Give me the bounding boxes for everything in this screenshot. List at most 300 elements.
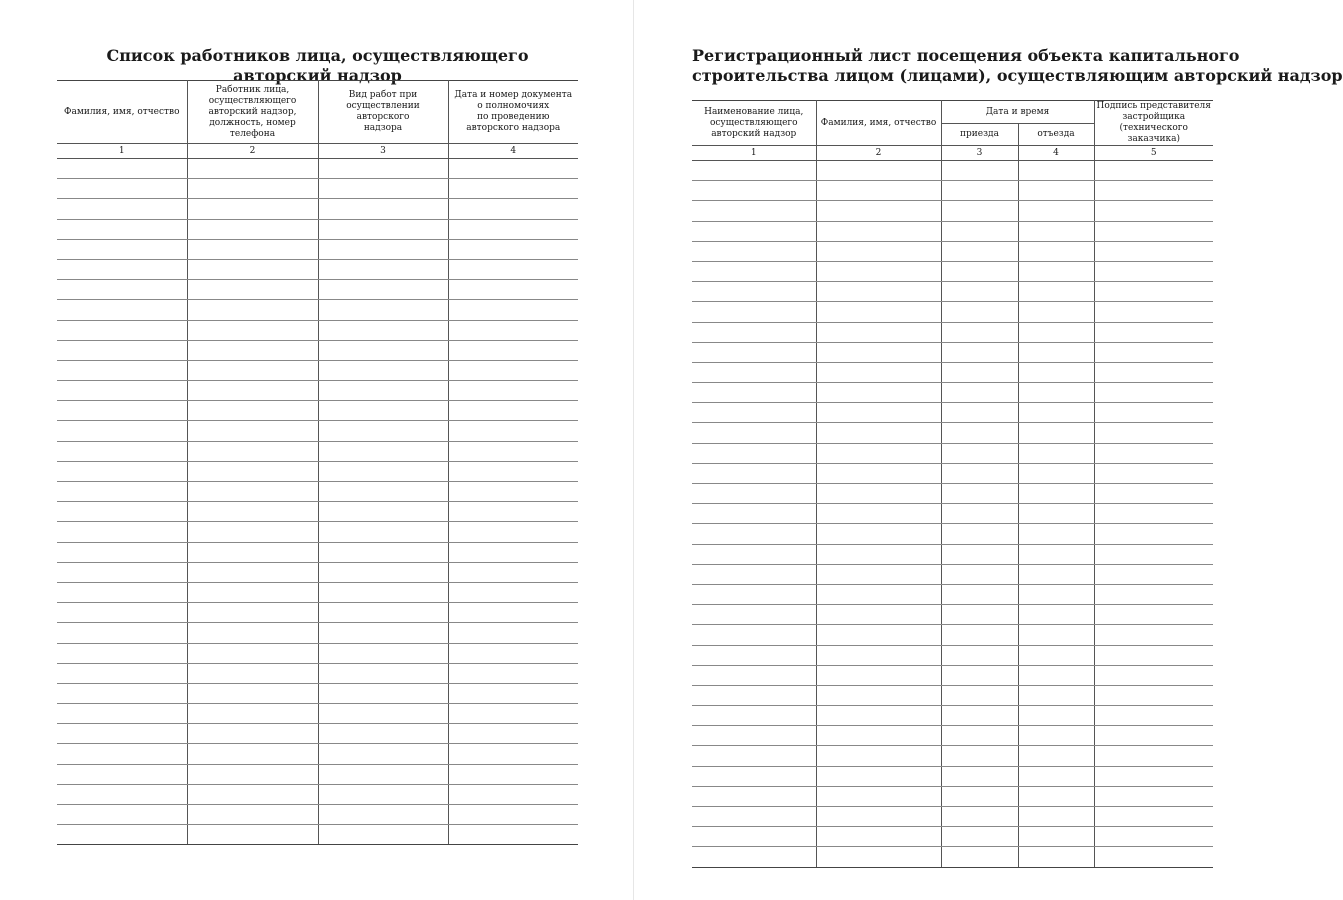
blank-cell[interactable] bbox=[941, 403, 1018, 423]
blank-cell[interactable] bbox=[448, 542, 578, 562]
blank-cell[interactable] bbox=[448, 502, 578, 522]
blank-cell[interactable] bbox=[1018, 504, 1094, 524]
blank-cell[interactable] bbox=[318, 421, 448, 441]
blank-cell[interactable] bbox=[816, 181, 941, 201]
blank-cell[interactable] bbox=[448, 704, 578, 724]
blank-cell[interactable] bbox=[1094, 544, 1213, 564]
blank-cell[interactable] bbox=[816, 827, 941, 847]
blank-cell[interactable] bbox=[1018, 766, 1094, 786]
blank-cell[interactable] bbox=[57, 562, 187, 582]
blank-cell[interactable] bbox=[941, 706, 1018, 726]
blank-cell[interactable] bbox=[941, 746, 1018, 766]
blank-cell[interactable] bbox=[57, 825, 187, 845]
blank-cell[interactable] bbox=[57, 603, 187, 623]
blank-cell[interactable] bbox=[1094, 685, 1213, 705]
blank-cell[interactable] bbox=[57, 360, 187, 380]
blank-cell[interactable] bbox=[1094, 161, 1213, 181]
blank-cell[interactable] bbox=[57, 280, 187, 300]
blank-cell[interactable] bbox=[318, 744, 448, 764]
blank-cell[interactable] bbox=[187, 603, 318, 623]
blank-cell[interactable] bbox=[318, 360, 448, 380]
blank-cell[interactable] bbox=[318, 159, 448, 179]
blank-cell[interactable] bbox=[692, 342, 816, 362]
blank-cell[interactable] bbox=[448, 280, 578, 300]
blank-cell[interactable] bbox=[1018, 625, 1094, 645]
blank-cell[interactable] bbox=[448, 764, 578, 784]
blank-cell[interactable] bbox=[187, 683, 318, 703]
blank-cell[interactable] bbox=[1094, 584, 1213, 604]
blank-cell[interactable] bbox=[318, 542, 448, 562]
blank-cell[interactable] bbox=[1094, 181, 1213, 201]
blank-cell[interactable] bbox=[57, 401, 187, 421]
blank-cell[interactable] bbox=[1094, 403, 1213, 423]
blank-cell[interactable] bbox=[448, 623, 578, 643]
blank-cell[interactable] bbox=[318, 441, 448, 461]
blank-cell[interactable] bbox=[816, 726, 941, 746]
blank-cell[interactable] bbox=[57, 259, 187, 279]
blank-cell[interactable] bbox=[1094, 786, 1213, 806]
blank-cell[interactable] bbox=[941, 807, 1018, 827]
blank-cell[interactable] bbox=[187, 724, 318, 744]
blank-cell[interactable] bbox=[57, 643, 187, 663]
blank-cell[interactable] bbox=[816, 484, 941, 504]
blank-cell[interactable] bbox=[448, 239, 578, 259]
blank-cell[interactable] bbox=[692, 282, 816, 302]
blank-cell[interactable] bbox=[692, 524, 816, 544]
blank-cell[interactable] bbox=[941, 201, 1018, 221]
blank-cell[interactable] bbox=[448, 643, 578, 663]
blank-cell[interactable] bbox=[318, 381, 448, 401]
blank-cell[interactable] bbox=[187, 482, 318, 502]
blank-cell[interactable] bbox=[57, 683, 187, 703]
blank-cell[interactable] bbox=[187, 159, 318, 179]
blank-cell[interactable] bbox=[187, 784, 318, 804]
blank-cell[interactable] bbox=[1018, 221, 1094, 241]
blank-cell[interactable] bbox=[1094, 766, 1213, 786]
blank-cell[interactable] bbox=[1094, 302, 1213, 322]
blank-cell[interactable] bbox=[448, 825, 578, 845]
blank-cell[interactable] bbox=[1094, 827, 1213, 847]
blank-cell[interactable] bbox=[1094, 261, 1213, 281]
blank-cell[interactable] bbox=[816, 584, 941, 604]
blank-cell[interactable] bbox=[187, 401, 318, 421]
blank-cell[interactable] bbox=[692, 605, 816, 625]
blank-cell[interactable] bbox=[1018, 706, 1094, 726]
blank-cell[interactable] bbox=[187, 461, 318, 481]
blank-cell[interactable] bbox=[57, 441, 187, 461]
blank-cell[interactable] bbox=[1018, 443, 1094, 463]
blank-cell[interactable] bbox=[1094, 221, 1213, 241]
blank-cell[interactable] bbox=[692, 362, 816, 382]
blank-cell[interactable] bbox=[1018, 746, 1094, 766]
blank-cell[interactable] bbox=[187, 421, 318, 441]
blank-cell[interactable] bbox=[941, 383, 1018, 403]
blank-cell[interactable] bbox=[1018, 584, 1094, 604]
blank-cell[interactable] bbox=[816, 706, 941, 726]
blank-cell[interactable] bbox=[1094, 847, 1213, 867]
blank-cell[interactable] bbox=[941, 544, 1018, 564]
blank-cell[interactable] bbox=[318, 764, 448, 784]
blank-cell[interactable] bbox=[57, 159, 187, 179]
blank-cell[interactable] bbox=[816, 746, 941, 766]
blank-cell[interactable] bbox=[187, 280, 318, 300]
blank-cell[interactable] bbox=[1018, 827, 1094, 847]
blank-cell[interactable] bbox=[448, 784, 578, 804]
blank-cell[interactable] bbox=[318, 825, 448, 845]
blank-cell[interactable] bbox=[816, 261, 941, 281]
blank-cell[interactable] bbox=[941, 605, 1018, 625]
blank-cell[interactable] bbox=[1094, 504, 1213, 524]
blank-cell[interactable] bbox=[187, 340, 318, 360]
blank-cell[interactable] bbox=[816, 302, 941, 322]
blank-cell[interactable] bbox=[187, 522, 318, 542]
blank-cell[interactable] bbox=[692, 706, 816, 726]
blank-cell[interactable] bbox=[941, 463, 1018, 483]
blank-cell[interactable] bbox=[187, 643, 318, 663]
blank-cell[interactable] bbox=[57, 784, 187, 804]
blank-cell[interactable] bbox=[816, 847, 941, 867]
blank-cell[interactable] bbox=[941, 645, 1018, 665]
blank-cell[interactable] bbox=[1018, 847, 1094, 867]
blank-cell[interactable] bbox=[692, 685, 816, 705]
blank-cell[interactable] bbox=[941, 181, 1018, 201]
blank-cell[interactable] bbox=[187, 582, 318, 602]
blank-cell[interactable] bbox=[1018, 807, 1094, 827]
blank-cell[interactable] bbox=[318, 522, 448, 542]
blank-cell[interactable] bbox=[816, 383, 941, 403]
blank-cell[interactable] bbox=[187, 199, 318, 219]
blank-cell[interactable] bbox=[816, 544, 941, 564]
blank-cell[interactable] bbox=[816, 564, 941, 584]
blank-cell[interactable] bbox=[1094, 605, 1213, 625]
blank-cell[interactable] bbox=[692, 584, 816, 604]
blank-cell[interactable] bbox=[1018, 605, 1094, 625]
blank-cell[interactable] bbox=[187, 300, 318, 320]
blank-cell[interactable] bbox=[1094, 201, 1213, 221]
blank-cell[interactable] bbox=[57, 522, 187, 542]
blank-cell[interactable] bbox=[1018, 645, 1094, 665]
blank-cell[interactable] bbox=[448, 199, 578, 219]
blank-cell[interactable] bbox=[448, 482, 578, 502]
blank-cell[interactable] bbox=[1018, 524, 1094, 544]
blank-cell[interactable] bbox=[1094, 463, 1213, 483]
blank-cell[interactable] bbox=[318, 280, 448, 300]
blank-cell[interactable] bbox=[1018, 403, 1094, 423]
blank-cell[interactable] bbox=[1094, 726, 1213, 746]
blank-cell[interactable] bbox=[941, 786, 1018, 806]
blank-cell[interactable] bbox=[57, 582, 187, 602]
blank-cell[interactable] bbox=[187, 623, 318, 643]
blank-cell[interactable] bbox=[941, 362, 1018, 382]
blank-cell[interactable] bbox=[1018, 342, 1094, 362]
blank-cell[interactable] bbox=[57, 340, 187, 360]
blank-cell[interactable] bbox=[692, 302, 816, 322]
blank-cell[interactable] bbox=[941, 625, 1018, 645]
blank-cell[interactable] bbox=[816, 221, 941, 241]
blank-cell[interactable] bbox=[318, 239, 448, 259]
blank-cell[interactable] bbox=[692, 403, 816, 423]
blank-cell[interactable] bbox=[57, 663, 187, 683]
blank-cell[interactable] bbox=[318, 320, 448, 340]
blank-cell[interactable] bbox=[1018, 282, 1094, 302]
blank-cell[interactable] bbox=[816, 665, 941, 685]
blank-cell[interactable] bbox=[1018, 423, 1094, 443]
blank-cell[interactable] bbox=[187, 805, 318, 825]
blank-cell[interactable] bbox=[1094, 241, 1213, 261]
blank-cell[interactable] bbox=[692, 161, 816, 181]
blank-cell[interactable] bbox=[57, 421, 187, 441]
blank-cell[interactable] bbox=[448, 805, 578, 825]
blank-cell[interactable] bbox=[318, 401, 448, 421]
blank-cell[interactable] bbox=[692, 827, 816, 847]
blank-cell[interactable] bbox=[318, 724, 448, 744]
blank-cell[interactable] bbox=[692, 201, 816, 221]
blank-cell[interactable] bbox=[692, 847, 816, 867]
blank-cell[interactable] bbox=[816, 504, 941, 524]
blank-cell[interactable] bbox=[318, 219, 448, 239]
blank-cell[interactable] bbox=[448, 179, 578, 199]
blank-cell[interactable] bbox=[941, 342, 1018, 362]
blank-cell[interactable] bbox=[187, 704, 318, 724]
blank-cell[interactable] bbox=[941, 443, 1018, 463]
blank-cell[interactable] bbox=[816, 322, 941, 342]
blank-cell[interactable] bbox=[448, 381, 578, 401]
blank-cell[interactable] bbox=[1094, 322, 1213, 342]
blank-cell[interactable] bbox=[318, 461, 448, 481]
blank-cell[interactable] bbox=[816, 342, 941, 362]
blank-cell[interactable] bbox=[1094, 807, 1213, 827]
blank-cell[interactable] bbox=[1094, 282, 1213, 302]
blank-cell[interactable] bbox=[57, 623, 187, 643]
blank-cell[interactable] bbox=[187, 744, 318, 764]
blank-cell[interactable] bbox=[816, 807, 941, 827]
blank-cell[interactable] bbox=[318, 603, 448, 623]
blank-cell[interactable] bbox=[318, 784, 448, 804]
blank-cell[interactable] bbox=[692, 746, 816, 766]
blank-cell[interactable] bbox=[448, 401, 578, 421]
blank-cell[interactable] bbox=[816, 524, 941, 544]
blank-cell[interactable] bbox=[448, 259, 578, 279]
blank-cell[interactable] bbox=[57, 239, 187, 259]
blank-cell[interactable] bbox=[692, 383, 816, 403]
blank-cell[interactable] bbox=[318, 623, 448, 643]
blank-cell[interactable] bbox=[1094, 484, 1213, 504]
blank-cell[interactable] bbox=[1094, 564, 1213, 584]
blank-cell[interactable] bbox=[1094, 524, 1213, 544]
blank-cell[interactable] bbox=[941, 221, 1018, 241]
blank-cell[interactable] bbox=[692, 322, 816, 342]
blank-cell[interactable] bbox=[187, 239, 318, 259]
blank-cell[interactable] bbox=[1018, 665, 1094, 685]
blank-cell[interactable] bbox=[57, 482, 187, 502]
blank-cell[interactable] bbox=[1018, 383, 1094, 403]
blank-cell[interactable] bbox=[57, 764, 187, 784]
blank-cell[interactable] bbox=[57, 542, 187, 562]
blank-cell[interactable] bbox=[816, 241, 941, 261]
blank-cell[interactable] bbox=[692, 423, 816, 443]
blank-cell[interactable] bbox=[1018, 201, 1094, 221]
blank-cell[interactable] bbox=[1094, 423, 1213, 443]
blank-cell[interactable] bbox=[1018, 261, 1094, 281]
blank-cell[interactable] bbox=[187, 179, 318, 199]
blank-cell[interactable] bbox=[448, 603, 578, 623]
blank-cell[interactable] bbox=[692, 544, 816, 564]
blank-cell[interactable] bbox=[1018, 685, 1094, 705]
blank-cell[interactable] bbox=[187, 562, 318, 582]
blank-cell[interactable] bbox=[187, 502, 318, 522]
blank-cell[interactable] bbox=[1018, 302, 1094, 322]
blank-cell[interactable] bbox=[57, 320, 187, 340]
blank-cell[interactable] bbox=[941, 161, 1018, 181]
blank-cell[interactable] bbox=[187, 259, 318, 279]
blank-cell[interactable] bbox=[318, 663, 448, 683]
blank-cell[interactable] bbox=[1018, 564, 1094, 584]
blank-cell[interactable] bbox=[448, 744, 578, 764]
blank-cell[interactable] bbox=[448, 582, 578, 602]
blank-cell[interactable] bbox=[187, 764, 318, 784]
blank-cell[interactable] bbox=[816, 685, 941, 705]
blank-cell[interactable] bbox=[57, 219, 187, 239]
blank-cell[interactable] bbox=[692, 786, 816, 806]
blank-cell[interactable] bbox=[1094, 443, 1213, 463]
blank-cell[interactable] bbox=[692, 484, 816, 504]
blank-cell[interactable] bbox=[941, 847, 1018, 867]
blank-cell[interactable] bbox=[692, 665, 816, 685]
blank-cell[interactable] bbox=[941, 261, 1018, 281]
blank-cell[interactable] bbox=[318, 562, 448, 582]
blank-cell[interactable] bbox=[318, 482, 448, 502]
blank-cell[interactable] bbox=[57, 461, 187, 481]
blank-cell[interactable] bbox=[318, 643, 448, 663]
blank-cell[interactable] bbox=[1094, 625, 1213, 645]
blank-cell[interactable] bbox=[448, 663, 578, 683]
blank-cell[interactable] bbox=[187, 663, 318, 683]
blank-cell[interactable] bbox=[187, 825, 318, 845]
blank-cell[interactable] bbox=[1018, 181, 1094, 201]
blank-cell[interactable] bbox=[187, 381, 318, 401]
blank-cell[interactable] bbox=[692, 443, 816, 463]
blank-cell[interactable] bbox=[318, 300, 448, 320]
blank-cell[interactable] bbox=[448, 159, 578, 179]
blank-cell[interactable] bbox=[448, 421, 578, 441]
blank-cell[interactable] bbox=[1018, 362, 1094, 382]
blank-cell[interactable] bbox=[57, 502, 187, 522]
blank-cell[interactable] bbox=[692, 221, 816, 241]
blank-cell[interactable] bbox=[448, 683, 578, 703]
blank-cell[interactable] bbox=[816, 201, 941, 221]
blank-cell[interactable] bbox=[318, 340, 448, 360]
blank-cell[interactable] bbox=[1018, 726, 1094, 746]
blank-cell[interactable] bbox=[187, 320, 318, 340]
blank-cell[interactable] bbox=[692, 807, 816, 827]
blank-cell[interactable] bbox=[816, 443, 941, 463]
blank-cell[interactable] bbox=[941, 827, 1018, 847]
blank-cell[interactable] bbox=[187, 360, 318, 380]
blank-cell[interactable] bbox=[1018, 786, 1094, 806]
blank-cell[interactable] bbox=[692, 766, 816, 786]
blank-cell[interactable] bbox=[57, 704, 187, 724]
blank-cell[interactable] bbox=[187, 441, 318, 461]
blank-cell[interactable] bbox=[1094, 362, 1213, 382]
blank-cell[interactable] bbox=[318, 259, 448, 279]
blank-cell[interactable] bbox=[941, 484, 1018, 504]
blank-cell[interactable] bbox=[941, 685, 1018, 705]
blank-cell[interactable] bbox=[692, 625, 816, 645]
blank-cell[interactable] bbox=[318, 582, 448, 602]
blank-cell[interactable] bbox=[941, 241, 1018, 261]
blank-cell[interactable] bbox=[187, 542, 318, 562]
blank-cell[interactable] bbox=[941, 584, 1018, 604]
blank-cell[interactable] bbox=[57, 744, 187, 764]
blank-cell[interactable] bbox=[57, 199, 187, 219]
blank-cell[interactable] bbox=[816, 786, 941, 806]
blank-cell[interactable] bbox=[816, 463, 941, 483]
blank-cell[interactable] bbox=[941, 322, 1018, 342]
blank-cell[interactable] bbox=[816, 403, 941, 423]
blank-cell[interactable] bbox=[57, 179, 187, 199]
blank-cell[interactable] bbox=[318, 805, 448, 825]
blank-cell[interactable] bbox=[692, 564, 816, 584]
blank-cell[interactable] bbox=[1094, 706, 1213, 726]
blank-cell[interactable] bbox=[816, 766, 941, 786]
blank-cell[interactable] bbox=[448, 562, 578, 582]
blank-cell[interactable] bbox=[1094, 665, 1213, 685]
blank-cell[interactable] bbox=[1018, 161, 1094, 181]
blank-cell[interactable] bbox=[1094, 383, 1213, 403]
blank-cell[interactable] bbox=[318, 683, 448, 703]
blank-cell[interactable] bbox=[57, 300, 187, 320]
blank-cell[interactable] bbox=[1094, 645, 1213, 665]
blank-cell[interactable] bbox=[816, 362, 941, 382]
blank-cell[interactable] bbox=[1094, 342, 1213, 362]
blank-cell[interactable] bbox=[692, 181, 816, 201]
blank-cell[interactable] bbox=[1018, 322, 1094, 342]
blank-cell[interactable] bbox=[941, 423, 1018, 443]
blank-cell[interactable] bbox=[1018, 484, 1094, 504]
blank-cell[interactable] bbox=[941, 302, 1018, 322]
blank-cell[interactable] bbox=[692, 504, 816, 524]
blank-cell[interactable] bbox=[941, 726, 1018, 746]
blank-cell[interactable] bbox=[318, 199, 448, 219]
blank-cell[interactable] bbox=[941, 665, 1018, 685]
blank-cell[interactable] bbox=[692, 645, 816, 665]
blank-cell[interactable] bbox=[941, 564, 1018, 584]
blank-cell[interactable] bbox=[448, 219, 578, 239]
blank-cell[interactable] bbox=[816, 645, 941, 665]
blank-cell[interactable] bbox=[448, 340, 578, 360]
blank-cell[interactable] bbox=[1094, 746, 1213, 766]
blank-cell[interactable] bbox=[816, 423, 941, 443]
blank-cell[interactable] bbox=[448, 522, 578, 542]
blank-cell[interactable] bbox=[187, 219, 318, 239]
blank-cell[interactable] bbox=[692, 726, 816, 746]
blank-cell[interactable] bbox=[448, 441, 578, 461]
blank-cell[interactable] bbox=[692, 241, 816, 261]
blank-cell[interactable] bbox=[57, 381, 187, 401]
blank-cell[interactable] bbox=[318, 502, 448, 522]
blank-cell[interactable] bbox=[941, 524, 1018, 544]
blank-cell[interactable] bbox=[318, 179, 448, 199]
blank-cell[interactable] bbox=[816, 625, 941, 645]
blank-cell[interactable] bbox=[816, 161, 941, 181]
blank-cell[interactable] bbox=[692, 463, 816, 483]
blank-cell[interactable] bbox=[816, 605, 941, 625]
blank-cell[interactable] bbox=[1018, 241, 1094, 261]
blank-cell[interactable] bbox=[1018, 544, 1094, 564]
blank-cell[interactable] bbox=[941, 766, 1018, 786]
blank-cell[interactable] bbox=[57, 805, 187, 825]
blank-cell[interactable] bbox=[816, 282, 941, 302]
